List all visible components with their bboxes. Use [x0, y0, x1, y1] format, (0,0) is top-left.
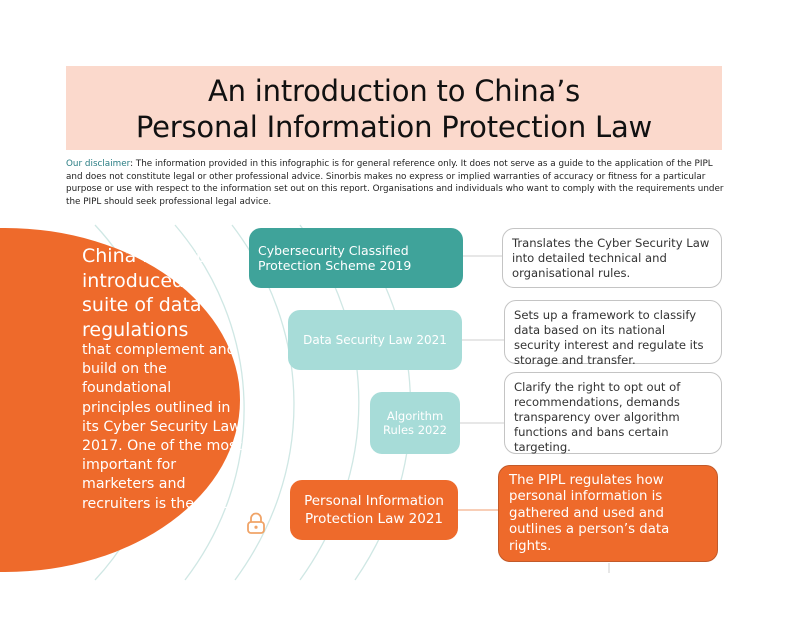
regulation-description: Clarify the right to opt out of recommendations, demands transparency over algorithm functions and bans certain targeting. — [514, 380, 681, 454]
regulation-box-pipl — [290, 480, 458, 540]
description-box-cybersecurity-scheme — [502, 228, 722, 288]
regulation-name: Personal Information Protection Law 2021 — [304, 493, 444, 527]
regulation-name: Data Security Law 2021 — [303, 333, 447, 347]
disclaimer-label: Our disclaimer — [66, 159, 131, 169]
regulation-name: Cybersecurity Classified Protection Scheme 2019 — [258, 243, 412, 273]
description-box-data-security-law — [504, 300, 722, 367]
regulation-box-algorithm-rules — [370, 392, 460, 454]
regulation-box-cybersecurity-scheme — [249, 228, 463, 288]
intro-text — [82, 244, 242, 514]
lock-icon — [246, 512, 266, 534]
description-box-algorithm-rules — [504, 372, 722, 454]
regulation-description: The PIPL regulates how personal information is gathered and used and outlines a person’s data rights. — [509, 473, 670, 554]
intro-headline: China recently introduced a suite of data regulations — [82, 245, 220, 341]
disclaimer-text: : The information provided in this infographic is for general reference only. It does not serve as a guide to the application of the PIPL and does not constitute legal or other professional advice. Sinorbis makes no express or implied warranties of accuracy or fitness for a particular purpose or use with respect to the information set out on this report. Organisations and individuals who want to comply with the requirements under the PIPL should seek professional legal advice. — [66, 159, 724, 207]
page-title-line-2: Personal Information Protection Law — [135, 110, 653, 144]
intro-body: that complement and build on the foundational principles outlined in its Cyber Security Law 2017. One of the most important for marketers and recruiters is the PIPL… — [82, 342, 242, 512]
regulation-description: Sets up a framework to classify data based on its national security interest and regulate its storage and transfer. — [514, 308, 704, 367]
regulation-name: Algorithm Rules 2022 — [383, 409, 447, 437]
page-title-line-1: An introduction to China’s — [207, 74, 581, 108]
regulation-box-data-security-law — [288, 310, 462, 370]
regulation-description: Translates the Cyber Security Law into detailed technical and organisational rules. — [512, 236, 710, 280]
description-box-pipl — [498, 465, 718, 562]
